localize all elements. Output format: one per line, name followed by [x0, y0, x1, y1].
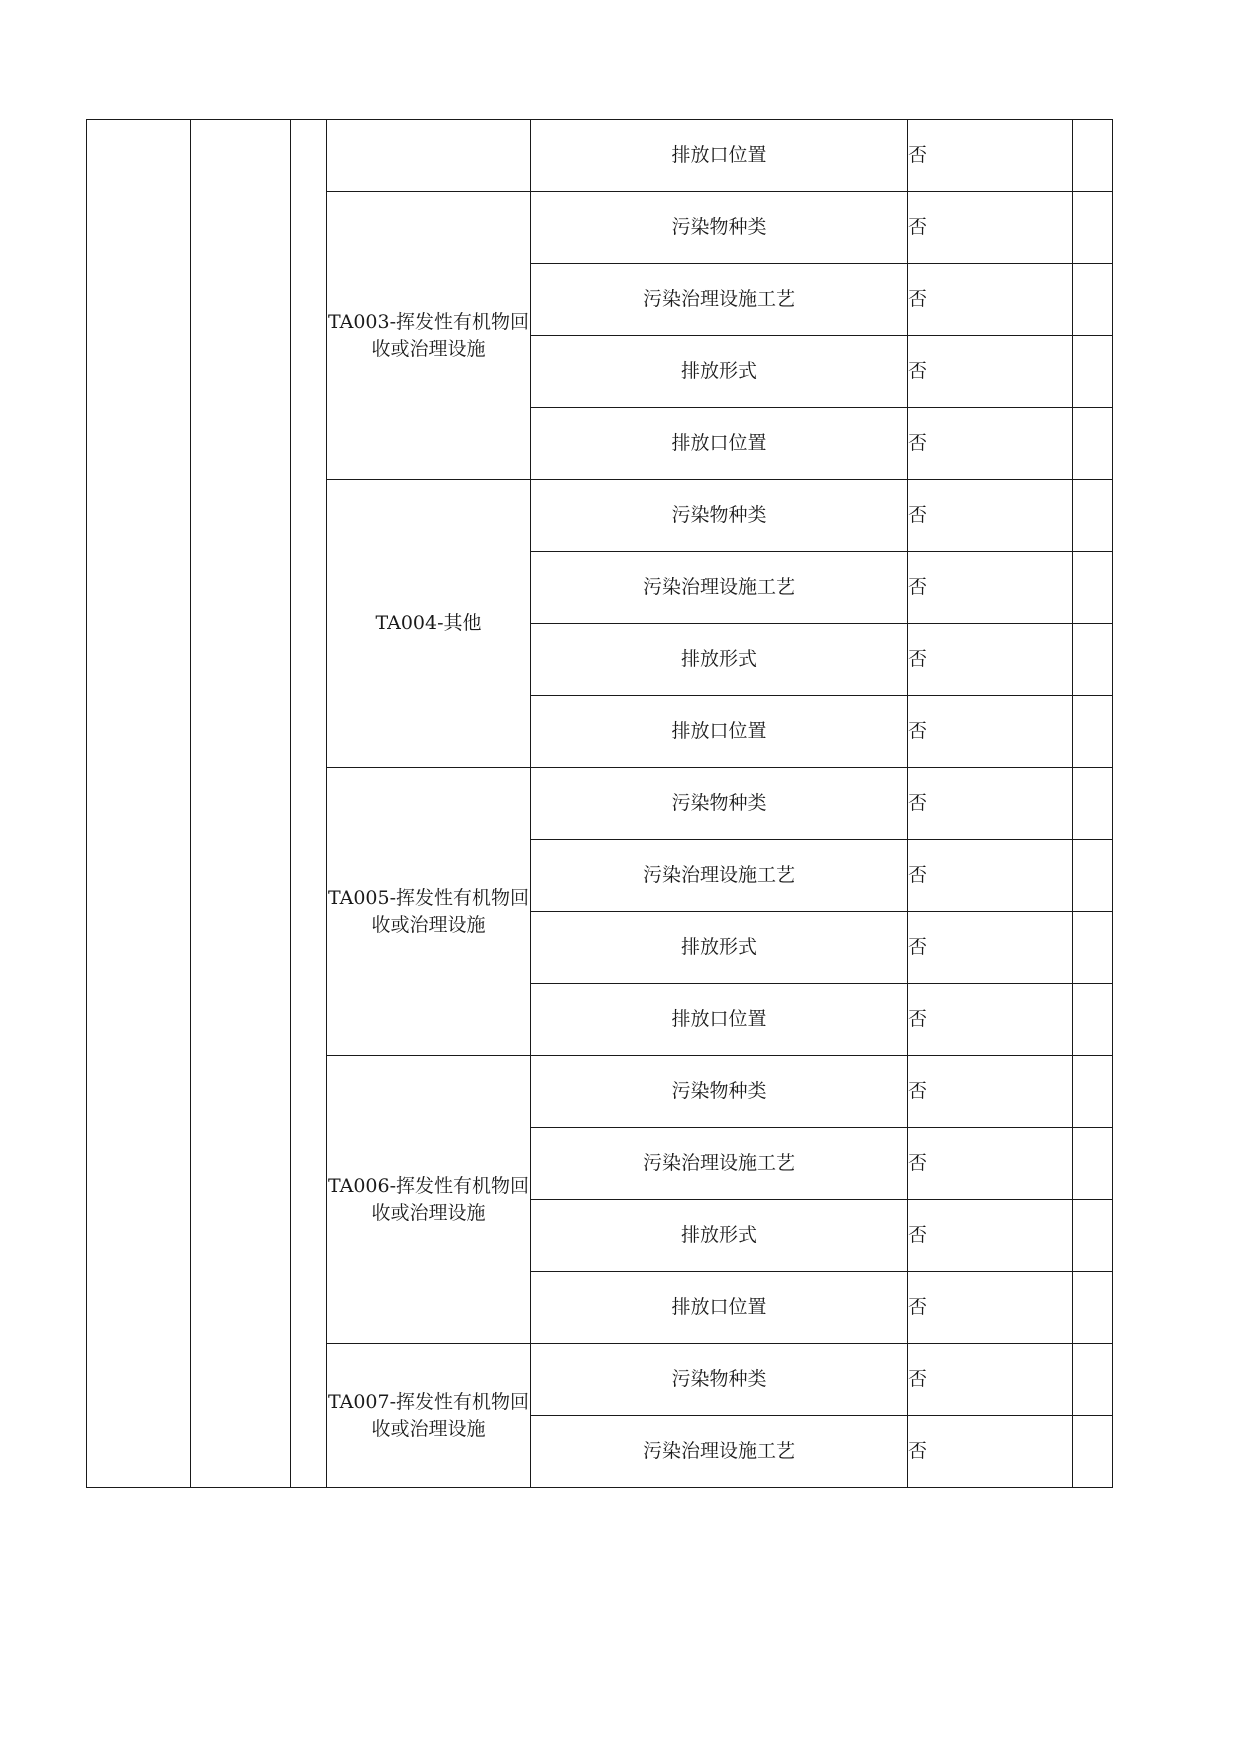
remarks-cell — [1073, 480, 1113, 552]
inspection-item-cell: 污染治理设施工艺 — [531, 840, 908, 912]
inspection-item-cell: 排放形式 — [531, 336, 908, 408]
inspection-item-cell: 污染治理设施工艺 — [531, 264, 908, 336]
change-flag-cell: 否 — [908, 840, 1073, 912]
change-flag-cell: 否 — [908, 120, 1073, 192]
inspection-item-cell: 排放形式 — [531, 1200, 908, 1272]
remarks-cell — [1073, 912, 1113, 984]
change-flag-cell: 否 — [908, 336, 1073, 408]
inspection-item-cell: 污染治理设施工艺 — [531, 552, 908, 624]
table-body — [87, 120, 1113, 1488]
inspection-item-cell: 排放口位置 — [531, 984, 908, 1056]
remarks-cell — [1073, 1272, 1113, 1344]
change-flag-cell: 否 — [908, 1416, 1073, 1488]
table-row — [87, 120, 1113, 192]
remarks-cell — [1073, 264, 1113, 336]
change-flag-cell: 否 — [908, 624, 1073, 696]
blank-col-2 — [191, 120, 291, 1488]
change-flag-cell: 否 — [908, 768, 1073, 840]
change-flag-cell: 否 — [908, 1128, 1073, 1200]
inspection-item-cell: 排放口位置 — [531, 1272, 908, 1344]
facility-name-cell: TA003-挥发性有机物回收或治理设施 — [327, 192, 531, 480]
change-flag-cell: 否 — [908, 264, 1073, 336]
change-flag-cell: 否 — [908, 192, 1073, 264]
change-flag-cell: 否 — [908, 984, 1073, 1056]
inspection-item-cell: 排放口位置 — [531, 408, 908, 480]
change-flag-cell: 否 — [908, 1272, 1073, 1344]
remarks-cell — [1073, 336, 1113, 408]
change-flag-cell: 否 — [908, 1200, 1073, 1272]
change-flag-cell: 否 — [908, 696, 1073, 768]
remarks-cell — [1073, 1056, 1113, 1128]
facility-name-cell: TA004-其他 — [327, 480, 531, 768]
remarks-cell — [1073, 120, 1113, 192]
remarks-cell — [1073, 1416, 1113, 1488]
remarks-cell — [1073, 408, 1113, 480]
remarks-cell — [1073, 768, 1113, 840]
inspection-item-cell: 污染治理设施工艺 — [531, 1128, 908, 1200]
inspection-item-cell: 排放形式 — [531, 624, 908, 696]
remarks-cell — [1073, 696, 1113, 768]
inspection-item-cell: 排放口位置 — [531, 120, 908, 192]
remarks-cell — [1073, 1200, 1113, 1272]
facility-name-cell: TA006-挥发性有机物回收或治理设施 — [327, 1056, 531, 1344]
change-flag-cell: 否 — [908, 552, 1073, 624]
blank-col-1 — [87, 120, 191, 1488]
continuation-table — [86, 119, 1113, 1488]
inspection-item-cell: 污染物种类 — [531, 1056, 908, 1128]
remarks-cell — [1073, 984, 1113, 1056]
remarks-cell — [1073, 624, 1113, 696]
change-flag-cell: 否 — [908, 912, 1073, 984]
inspection-item-cell: 污染物种类 — [531, 1344, 908, 1416]
inspection-item-cell: 排放口位置 — [531, 696, 908, 768]
change-flag-cell: 否 — [908, 1056, 1073, 1128]
inspection-item-cell: 污染物种类 — [531, 768, 908, 840]
remarks-cell — [1073, 1128, 1113, 1200]
remarks-cell — [1073, 192, 1113, 264]
facility-name-cell: TA005-挥发性有机物回收或治理设施 — [327, 768, 531, 1056]
inspection-item-cell: 排放形式 — [531, 912, 908, 984]
remarks-cell — [1073, 840, 1113, 912]
inspection-item-cell: 污染治理设施工艺 — [531, 1416, 908, 1488]
change-flag-cell: 否 — [908, 480, 1073, 552]
inspection-item-cell: 污染物种类 — [531, 192, 908, 264]
remarks-cell — [1073, 1344, 1113, 1416]
change-flag-cell: 否 — [908, 1344, 1073, 1416]
blank-facility-cell — [327, 120, 531, 192]
remarks-cell — [1073, 552, 1113, 624]
facility-name-cell: TA007-挥发性有机物回收或治理设施 — [327, 1344, 531, 1488]
inspection-item-cell: 污染物种类 — [531, 480, 908, 552]
change-flag-cell: 否 — [908, 408, 1073, 480]
blank-col-3 — [291, 120, 327, 1488]
